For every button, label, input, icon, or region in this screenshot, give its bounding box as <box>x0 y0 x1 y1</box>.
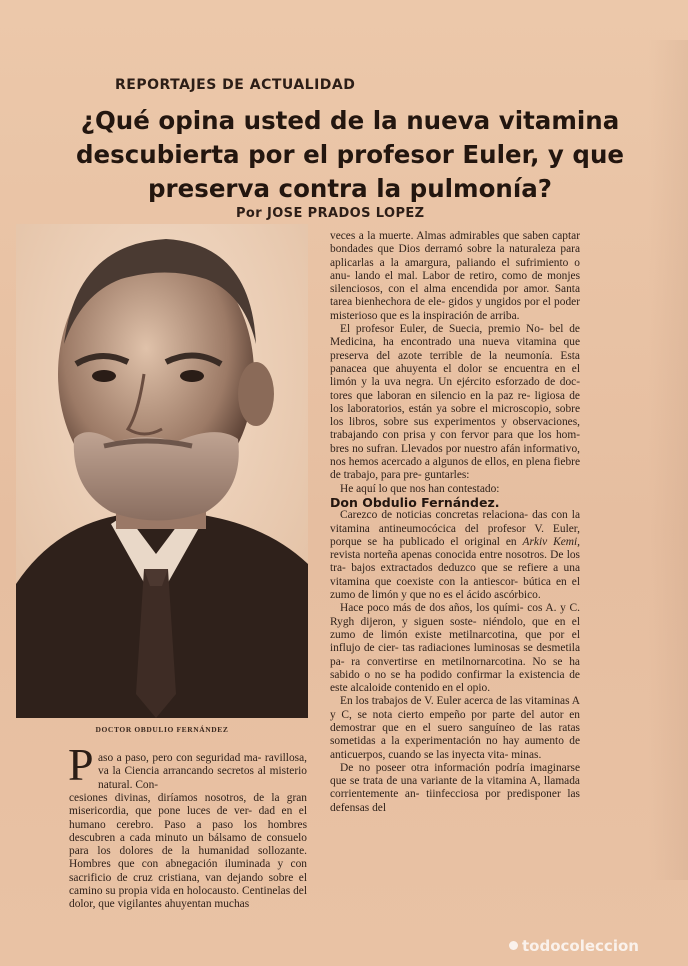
headline <box>60 104 640 206</box>
photo-caption: DOCTOR OBDULIO FERNÁNDEZ <box>95 725 229 734</box>
paragraph-4-end: revista norteña apenas conocida entre nosotros. De los tra- bajos extractados deduzco que se refiere a una vitamina que coexiste con la antiescor- bútica en el zumo de limón y que no es el ácido ascórbico. <box>330 549 580 602</box>
portrait-illustration <box>16 224 308 718</box>
headline-line-3: preserva contra la pulmonía? <box>148 174 552 203</box>
opening-lines: aso a paso, pero con seguridad ma- ravillosa, va la Ciencia arrancando secretos al misterio natural. Con- <box>98 752 307 791</box>
portrait-photo <box>16 224 308 718</box>
drop-cap: P <box>68 739 94 790</box>
paragraph-3: He aquí lo que nos han contestado: <box>340 482 500 495</box>
byline: Por JOSE PRADOS LOPEZ <box>236 206 425 221</box>
journal-title: Arkiv Kemi, <box>522 535 580 548</box>
subheading: Don Obdulio Fernández. <box>330 494 500 510</box>
right-column <box>330 230 580 815</box>
headline-line-2: descubierta por el profesor Euler, y que <box>76 140 624 169</box>
watermark-text: todocoleccion <box>522 937 639 955</box>
headline-line-1: ¿Qué opina usted de la nueva vitamina <box>80 106 620 135</box>
watermark-dot-icon <box>509 941 518 950</box>
left-column-opening <box>98 752 307 792</box>
paragraph-6: En los trabajos de V. Euler acerca de las vitaminas A y C, se nota cierto empeño por parte del autor en demostrar que en el suero sanguíneo de las ratas sometidas a la experimentación no hay aumento de anticuerpos, cuando se las inyecta vita- minas. <box>330 695 580 761</box>
page-edge-shadow <box>648 40 688 880</box>
paragraph-4 <box>330 509 580 602</box>
watermark <box>509 937 639 955</box>
section-rubric: REPORTAJES DE ACTUALIDAD <box>115 77 356 93</box>
left-column <box>69 792 307 912</box>
paragraph-2: El profesor Euler, de Suecia, premio No- bel de Medicina, ha encontrado una nueva vitamina que preserva del azote terrible de la neumonía. Esta panacea que ahuyenta el dolor se encuentra en el limón y la uva negra. Un ejército esforzado de doc- tores que laboran en silencio en la paz re- ligiosa de los laboratorios, están ya sobre el microscopio, sobre los libros, sobre sus experimentos y observaciones, trabajando con prisa y con fervor para que los hom- bres no sufran. Llevados por nuestro afán informativo, nos hemos acercado a algunos de ellos, en plena fiebre de trabajo, para pre- guntarles: <box>330 323 580 482</box>
paragraph-1: veces a la muerte. Almas admirables que saben captar bondades que Dios derramó sobre la naturaleza para aplicarlas a la amargura, paliando el sufrimiento o anu- lando el mal. Labor de retiro, como de monjes silenciosos, con el alma encendida por amor. Santa tarea bienhechora de ele- gidos y ungidos por el poder misterioso que es la inspiración de arriba. <box>330 230 580 322</box>
paragraph-5: Hace poco más de dos años, los quími- cos A. y C. Rygh dijeron, y siguen soste- niéndolo, que en el zumo de limón existe metilnarcotina, que por el influjo de cier- tas radiaciones luminosas se desmetila pa- ra convertirse en metilnornarcotina. No se ha sabido o no se ha podido confirmar la existencia de este alcaloide contenido en el opio. <box>330 602 580 695</box>
paragraph-4-start: Carezco de noticias concretas relaciona- das con la vitamina antineumocócica del profesor V. Euler, porque se ha publicado el original en <box>330 509 580 548</box>
paragraph-7: De no poseer otra información podría imaginarse que se trata de una variante de la vitamina A, llamada corrientemente an- tiinfecciosa por predisponer las defensas del <box>330 761 580 814</box>
left-column-text: cesiones divinas, diríamos nosotros, de la gran misericordia, que pone luces de ver- dad en el humano cerebro. Paso a paso los hombres descubren a cada minuto un bálsamo de consuelo para los dolores de la humanidad sollozante. Hombres que con abnegación iluminada y con sacrificio de cruz cristiana, van dejando sobre el camino su propia vida en holocausto. Centinelas del dolor, que vigilantes ahuyentan muchas <box>69 792 307 911</box>
